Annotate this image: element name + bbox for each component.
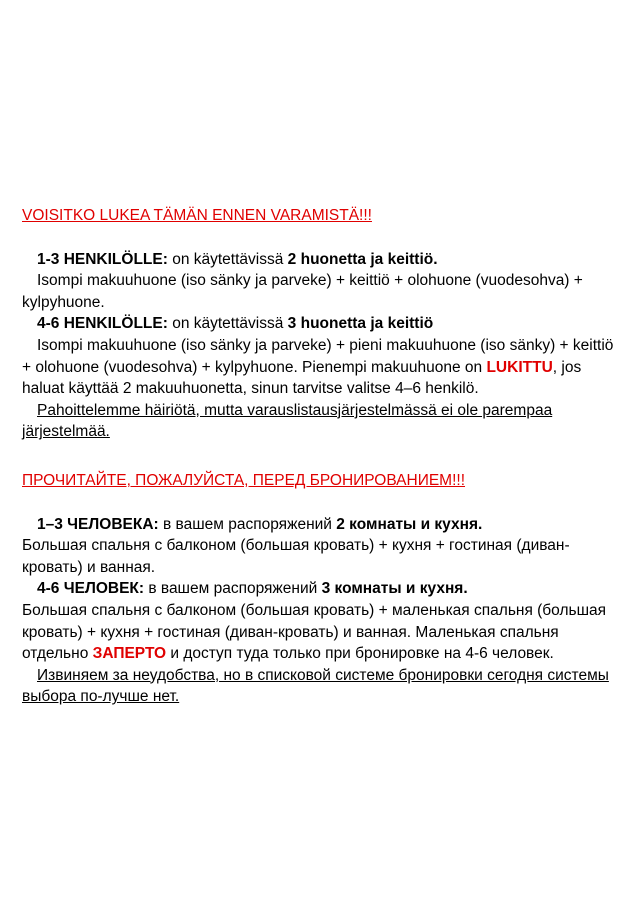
russian-para-1-3-desc: Большая спальня с балконом (большая кровать) + кухня + гостиная (диван-кровать) и ванная. — [22, 537, 570, 576]
russian-p1-text: в вашем распоряжений — [158, 515, 337, 533]
russian-para-1-3 — [22, 514, 614, 536]
russian-p1-bold: 2 комнаты и кухня. — [336, 515, 483, 533]
finnish-p2-bold: 3 huonetta ja keittiö — [287, 315, 434, 333]
russian-p2-line2: Большая спальня с балконом (большая кровать) + маленькая спальня (большая кровать) + кухня + гостиная (диван-кровать) и ванная. Маленькая спальня отдельно — [22, 601, 607, 663]
finnish-apology-text: Pahoittelemme häiriötä, mutta varauslistausjärjestelmässä ei ole parempaa järjestelmää. — [22, 401, 553, 441]
finnish-apology — [22, 400, 614, 443]
finnish-p2-line3: , jos haluat käyttää 2 makuuhuonetta, sinun tarvitse valitse 4–6 henkilö. — [22, 358, 582, 398]
finnish-para-4-6-desc — [22, 335, 614, 400]
russian-p2-line3: и доступ туда только при бронировке на 4-6 человек. — [166, 645, 554, 663]
finnish-para-1-3 — [22, 249, 614, 271]
russian-locked-word: ЗАПЕРТО — [92, 645, 167, 663]
russian-p2-bold: 3 комнаты и кухня. — [321, 580, 468, 598]
finnish-p1-bold: 2 huonetta ja keittiö. — [287, 250, 438, 268]
finnish-para-4-6 — [22, 313, 614, 335]
finnish-locked-word: LUKITTU — [486, 358, 553, 376]
russian-heading: ПРОЧИТАЙТЕ, ПОЖАЛУЙСТА, ПЕРЕД БРОНИРОВАНИЕМ!!! — [22, 471, 466, 489]
finnish-p1-line2: Isompi makuuhuone (iso sänky ja parveke) + keittiö + olohuone (vuodesohva) + kylpyhuone. — [22, 272, 583, 311]
russian-p1-label: 1–3 ЧЕЛОВЕКА: — [37, 515, 159, 533]
russian-para-4-6 — [22, 578, 614, 600]
finnish-p1-label: 1-3 HENKILÖLLE: — [37, 250, 168, 268]
finnish-p2-text: on käytettävissä — [167, 315, 288, 333]
finnish-p1-text: on käytettävissä — [167, 250, 288, 268]
finnish-p2-line2: Isompi makuuhuone (iso sänky ja parveke) + pieni makuuhuone (iso sänky) + keittiö + olohuone (vuodesohva) + kylpyhuone. Pienempi makuuhuone on — [22, 336, 614, 376]
finnish-p2-label: 4-6 HENKILÖLLE: — [37, 315, 168, 333]
russian-para-4-6-desc — [22, 600, 614, 665]
russian-p2-label: 4-6 ЧЕЛОВЕК: — [37, 580, 145, 598]
russian-apology-text: Извиняем за неудобства, но в списковой системе бронировки сегодня системы выбора по-лучше нет. — [22, 666, 609, 706]
russian-apology — [22, 665, 614, 708]
russian-p2-text: в вашем распоряжений — [144, 580, 322, 598]
document-body — [22, 205, 614, 708]
finnish-heading: VOISITKO LUKEA TÄMÄN ENNEN VARAMISTÄ!!! — [22, 207, 372, 224]
finnish-para-1-3-desc — [22, 270, 614, 313]
